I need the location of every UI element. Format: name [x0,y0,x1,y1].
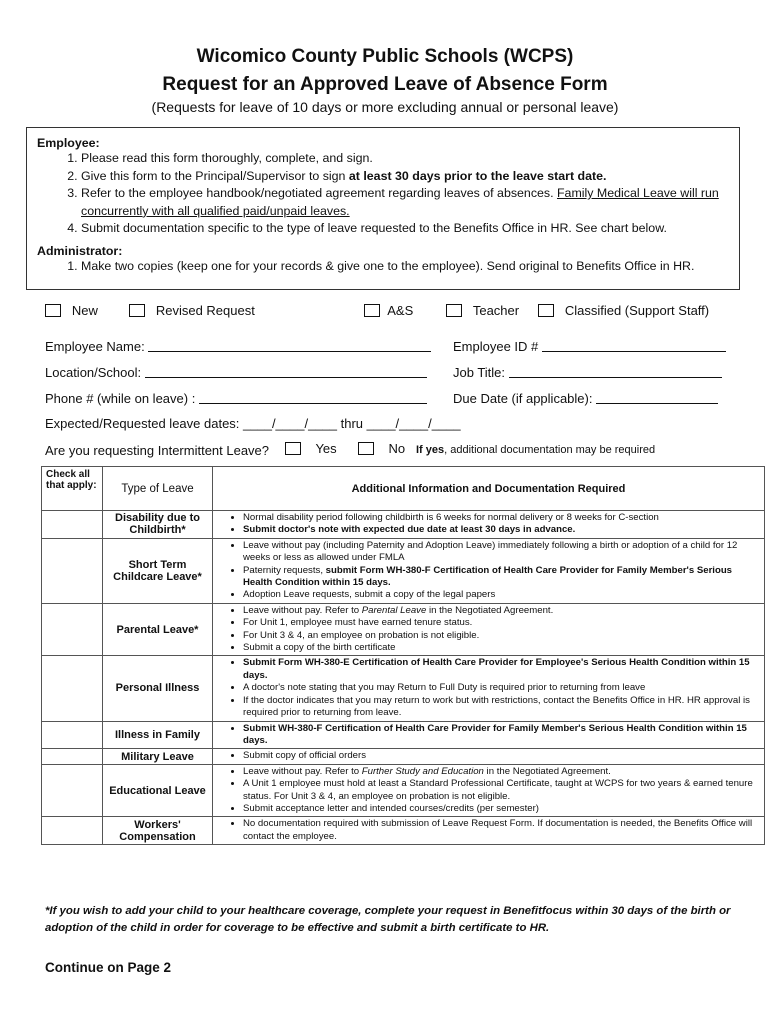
table-row [42,538,765,603]
coverage-footnote: *If you wish to add your child to your healthcare coverage, complete your request in Benefitfocus within 30 days of the birth or adoption of the child in order for coverage to be effective and submit a birth certificate to HR. [45,905,731,934]
header-type: Type of Leave [103,467,213,511]
list-item: • Paternity requests, submit Form WH-380-F Certification of Health Care Provider for Family Member's Serious Health Condition within 15 days. [243,565,758,590]
org-title: Wicomico County Public Schools (WCPS) [196,46,574,67]
employee-step-4: 4. Submit documentation specific to the type of leave requested to the Benefits Office in HR. See chart below. [81,220,729,238]
list-item: • For Unit 1, employee must have earned tenure status. [243,617,758,629]
intermittent-note: If yes, additional documentation may be required [416,444,656,456]
check-cell-parental[interactable] [42,603,103,656]
list-item: • Adoption Leave requests, submit a copy of the legal papers [243,589,758,601]
check-cell-family[interactable] [42,721,103,749]
as-checkbox[interactable] [364,304,380,317]
form-subtitle: (Requests for leave of 10 days or more excluding annual or personal leave) [151,99,619,115]
intermittent-question: Are you requesting Intermittent Leave? [45,443,270,458]
type-military: Military Leave [103,749,213,764]
list-item: • A Unit 1 employee must hold at least a Standard Professional Certificate, taught at WCPS for two years & earned tenure status. For Unit 3 & 4, an employee on probation is not eligible. [243,778,758,803]
type-disability: Disability due to Childbirth* [103,511,213,539]
check-cell-educational[interactable] [42,764,103,817]
yes-checkbox[interactable] [285,442,301,455]
table-header-row [42,467,765,511]
list-item: • Submit acceptance letter and intended courses/credits (per semester) [243,803,758,815]
type-parental: Parental Leave* [103,603,213,656]
check-cell-military[interactable] [42,749,103,764]
employee-id-row: Employee ID # [453,339,726,354]
due-date-row: Due Date (if applicable): [453,391,718,406]
job-title-row: Job Title: [453,365,722,380]
employee-instructions-list [37,150,729,238]
table-row [42,511,765,539]
revised-checkbox[interactable] [129,304,145,317]
list-item: • If the doctor indicates that you may return to work but with restrictions, contact the Benefits Office in HR. HR approval is required prior to returning from leave. [243,695,758,720]
phone-field[interactable] [199,391,427,404]
due-date-field[interactable] [596,391,718,404]
location-field[interactable] [145,365,427,378]
employee-step-3: 3. Refer to the employee handbook/negotiated agreement regarding leaves of absences. Family Medical Leave will run concurrently with all qualified paid/unpaid leaves. [81,185,729,220]
instructions-box [26,127,740,290]
header-check: Check all that apply: [42,467,103,511]
employee-name-row: Employee Name: [45,339,431,354]
list-item: • Submit Form WH-380-E Certification of Health Care Provider for Employee's Serious Health Condition within 15 days. [243,657,758,682]
form-title: Request for an Approved Leave of Absence Form [162,74,608,95]
list-item: • Leave without pay. Refer to Parental Leave in the Negotiated Agreement. [243,605,758,617]
employee-name-field[interactable] [148,339,431,352]
intermittent-yes-option[interactable]: Yes [285,441,337,456]
check-cell-workers[interactable] [42,817,103,845]
leave-type-table [41,466,765,845]
type-childcare: Short Term Childcare Leave* [103,538,213,603]
request-teacher-option[interactable]: Teacher [446,303,519,318]
continue-label: Continue on Page 2 [45,960,172,975]
table-row [42,656,765,721]
list-item: • Submit copy of official orders [243,750,758,762]
list-item: • Normal disability period following childbirth is 6 weeks for normal delivery or 8 weeks for C-section [243,512,758,524]
request-as-option[interactable]: A&S [364,303,413,318]
table-row [42,764,765,817]
phone-row: Phone # (while on leave) : [45,391,427,406]
header-info: Additional Information and Documentation Required [213,467,765,511]
new-checkbox[interactable] [45,304,61,317]
classified-checkbox[interactable] [538,304,554,317]
intermittent-no-option[interactable]: No [358,441,405,456]
type-educational: Educational Leave [103,764,213,817]
type-family: Illness in Family [103,721,213,749]
list-item: • Submit a copy of the birth certificate [243,642,758,654]
table-row [42,817,765,845]
location-row: Location/School: [45,365,427,380]
administrator-instructions-label: Administrator: [37,243,123,258]
list-item: • Submit doctor's note with expected due date at least 30 days in advance. [243,524,758,536]
table-row [42,603,765,656]
list-item: • Leave without pay. Refer to Further Study and Education in the Negotiated Agreement. [243,766,758,778]
employee-step-1: 1. Please read this form thoroughly, complete, and sign. [81,150,729,168]
list-item: • Leave without pay (including Paternity and Adoption Leave) immediately following a birth or adoption of a child for 12 weeks or less as allowed under FMLA [243,540,758,565]
request-classified-option[interactable]: Classified (Support Staff) [538,303,709,318]
teacher-checkbox[interactable] [446,304,462,317]
administrator-step-1: 1. Make two copies (keep one for your records & give one to the employee). Send original to Benefits Office in HR. [81,258,729,276]
check-cell-personal[interactable] [42,656,103,721]
request-new-option[interactable]: New [45,303,98,318]
list-item: • For Unit 3 & 4, an employee on probation is not eligible. [243,630,758,642]
employee-id-field[interactable] [542,339,726,352]
job-title-field[interactable] [509,365,722,378]
leave-dates-field[interactable]: Expected/Requested leave dates: ____/____/____ thru ____/____/____ [45,416,461,431]
no-checkbox[interactable] [358,442,374,455]
employee-instructions-label: Employee: [37,136,100,150]
administrator-instructions-list [37,258,729,276]
check-cell-childcare[interactable] [42,538,103,603]
type-workers: Workers' Compensation [103,817,213,845]
table-row [42,721,765,749]
check-cell-disability[interactable] [42,511,103,539]
employee-step-2: 2. Give this form to the Principal/Supervisor to sign at least 30 days prior to the leave start date. [81,168,729,186]
request-revised-option[interactable]: Revised Request [129,303,255,318]
list-item: • Submit WH-380-F Certification of Health Care Provider for Family Member's Serious Health Condition within 15 days. [243,723,758,748]
list-item: • No documentation required with submission of Leave Request Form. If documentation is needed, the Benefits Office will contact the employee. [243,818,758,843]
list-item: • A doctor's note stating that you may Return to Full Duty is required prior to returning from leave [243,682,758,694]
table-row [42,749,765,764]
type-personal: Personal Illness [103,656,213,721]
